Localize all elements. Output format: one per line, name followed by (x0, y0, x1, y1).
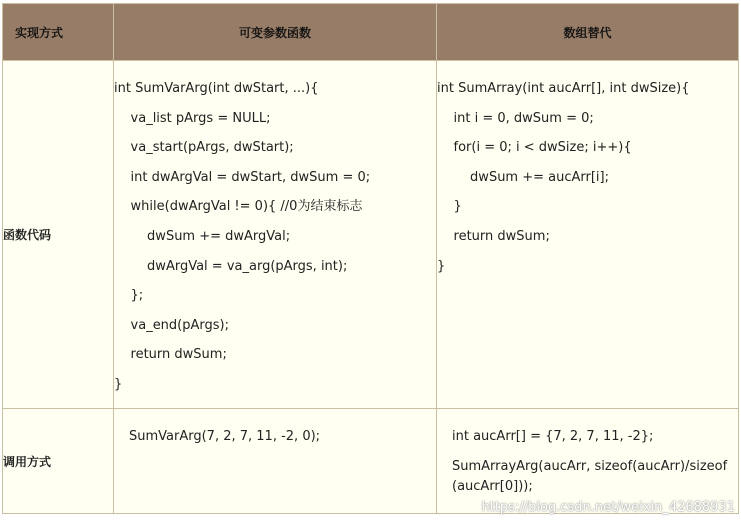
code-line: return dwSum; (114, 347, 227, 363)
varargs-code-block (114, 61, 436, 405)
array-code-block (437, 61, 738, 286)
header-varargs: 可变参数函数 (114, 4, 437, 61)
array-call-cell (437, 409, 739, 514)
header-row (3, 4, 739, 61)
header-method: 实现方式 (3, 4, 114, 61)
code-row-label: 函数代码 (3, 61, 114, 409)
code-line: va_list pArgs = NULL; (114, 110, 271, 126)
varargs-code-cell (114, 61, 437, 409)
varargs-call-cell (114, 409, 437, 514)
code-line: dwArgVal = va_arg(pArgs, int); (114, 258, 348, 274)
call-row-label: 调用方式 (3, 409, 114, 514)
code-line: int i = 0, dwSum = 0; (437, 110, 594, 126)
code-line: } (437, 258, 446, 274)
varargs-call: SumVarArg(7, 2, 7, 11, -2, 0); (129, 429, 321, 444)
code-line: va_end(pArgs); (114, 317, 229, 333)
header-array: 数组替代 (437, 4, 739, 61)
array-code-cell (437, 61, 739, 409)
code-line: for(i = 0; i < dwSize; i++){ (437, 140, 632, 156)
code-line: } (437, 199, 462, 215)
code-line: while(dwArgVal != 0){ //0为结束标志 (114, 199, 363, 215)
code-row (3, 61, 739, 409)
code-line: dwSum += aucArr[i]; (437, 169, 609, 185)
array-call-block (437, 409, 738, 497)
code-line: int SumArray(int aucArr[], int dwSize){ (437, 81, 690, 96)
code-line: }; (114, 288, 144, 304)
watermark: https://blog.csdn.net/weixin_42688931 (481, 500, 735, 515)
code-line: int dwArgVal = dwStart, dwSum = 0; (114, 169, 371, 185)
array-call-line: SumArrayArg(aucArr, sizeof(aucArr)/sizeof(aucArr[0])); (452, 459, 728, 494)
code-line: dwSum += dwArgVal; (114, 228, 291, 244)
call-row (3, 409, 739, 514)
code-line: return dwSum; (437, 228, 550, 244)
comparison-table (2, 3, 739, 514)
code-line: int SumVarArg(int dwStart, ...){ (114, 81, 319, 96)
code-line: va_start(pArgs, dwStart); (114, 140, 294, 156)
code-line: } (114, 376, 123, 392)
array-call-line: int aucArr[] = {7, 2, 7, 11, -2}; (452, 429, 654, 444)
